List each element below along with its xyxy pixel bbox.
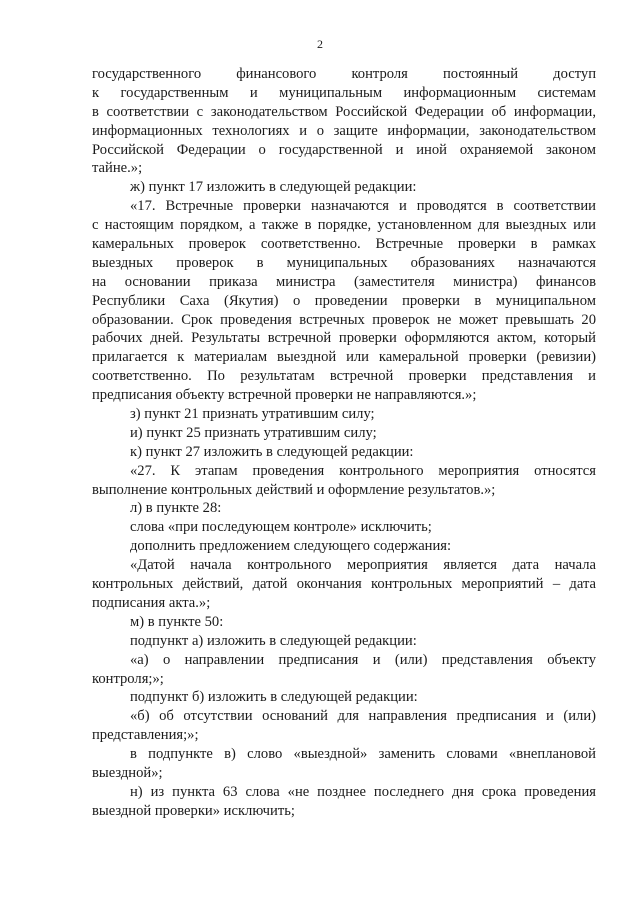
text-line: государственного финансового контроля постоянный доступ bbox=[92, 66, 596, 82]
text-line: камеральных проверок соответственно. Встречные проверки в рамках bbox=[92, 236, 596, 253]
text-line: выполнение контрольных действий и оформление результатов.»; bbox=[92, 481, 496, 498]
text-line: соответственно. По результатам встречной проверки представления и bbox=[92, 368, 596, 385]
text-line: «а) о направлении предписания и (или) представления объекту bbox=[130, 651, 596, 668]
text-line: к государственным и муниципальным информационным системам bbox=[92, 84, 596, 101]
text-line: слова «при последующем контроле» исключить; bbox=[130, 519, 432, 536]
text-line: контрольных действий, датой окончания контрольных мероприятий – дата bbox=[92, 576, 596, 593]
text-line: контроля;»; bbox=[92, 670, 164, 687]
text-line: л) в пункте 28: bbox=[130, 500, 222, 517]
text-line: в подпункте в) слово «выездной» заменить словами «внеплановой bbox=[130, 746, 596, 763]
text-line: подписания акта.»; bbox=[92, 594, 211, 611]
text-line: «27. К этапам проведения контрольного мероприятия относятся bbox=[130, 462, 596, 479]
document-body bbox=[92, 65, 596, 821]
text-line: информационных технологиях и о защите информации, законодательством bbox=[92, 122, 596, 139]
text-line: представления;»; bbox=[92, 727, 199, 744]
text-line: м) в пункте 50: bbox=[130, 613, 224, 630]
text-line: дополнить предложением следующего содержания: bbox=[130, 538, 452, 555]
text-line: рабочих дней. Результаты встречной проверки оформляются актом, который bbox=[92, 330, 596, 347]
text-line: предписания объекту встречной проверки не направляются.»; bbox=[92, 387, 477, 404]
text-line: подпункт а) изложить в следующей редакции: bbox=[130, 632, 417, 649]
text-line: выездной проверки» исключить; bbox=[92, 802, 295, 819]
text-line: на основании приказа министра (заместителя министра) финансов bbox=[92, 273, 596, 290]
text-line: к) пункт 27 изложить в следующей редакции: bbox=[130, 443, 414, 460]
text-line: ж) пункт 17 изложить в следующей редакции: bbox=[130, 179, 417, 196]
text-line: «17. Встречные проверки назначаются и проводятся в соответствии bbox=[130, 198, 596, 215]
text-line: з) пункт 21 признать утратившим силу; bbox=[130, 406, 375, 423]
text-line: «б) об отсутствии оснований для направления предписания и (или) bbox=[130, 708, 596, 725]
text-line: с настоящим порядком, а также в порядке, установленном для выездных или bbox=[92, 217, 596, 234]
text-line: тайне.»; bbox=[92, 160, 143, 177]
text-line: «Датой начала контрольного мероприятия является дата начала bbox=[130, 557, 596, 574]
text-line: образовании. Срок проведения встречных проверок не может превышать 20 bbox=[92, 311, 596, 328]
text-line: в соответствии с законодательством Российской Федерации об информации, bbox=[92, 103, 596, 120]
text-line: Российской Федерации о государственной и иной охраняемой законом bbox=[92, 141, 596, 158]
text-line: выездной»; bbox=[92, 764, 163, 781]
text-line: выездных проверок в муниципальных образованиях назначаются bbox=[92, 254, 596, 271]
text-line: подпункт б) изложить в следующей редакции: bbox=[130, 689, 418, 706]
text-line: и) пункт 25 признать утратившим силу; bbox=[130, 424, 377, 441]
text-line: н) из пункта 63 слова «не позднее последнего дня срока проведения bbox=[130, 783, 596, 800]
text-line: прилагается к материалам выездной или камеральной проверки (ревизии) bbox=[92, 349, 596, 366]
text-line: Республики Саха (Якутия) о проведении проверки в муниципальном bbox=[92, 292, 596, 309]
page-number: 2 bbox=[317, 37, 323, 51]
